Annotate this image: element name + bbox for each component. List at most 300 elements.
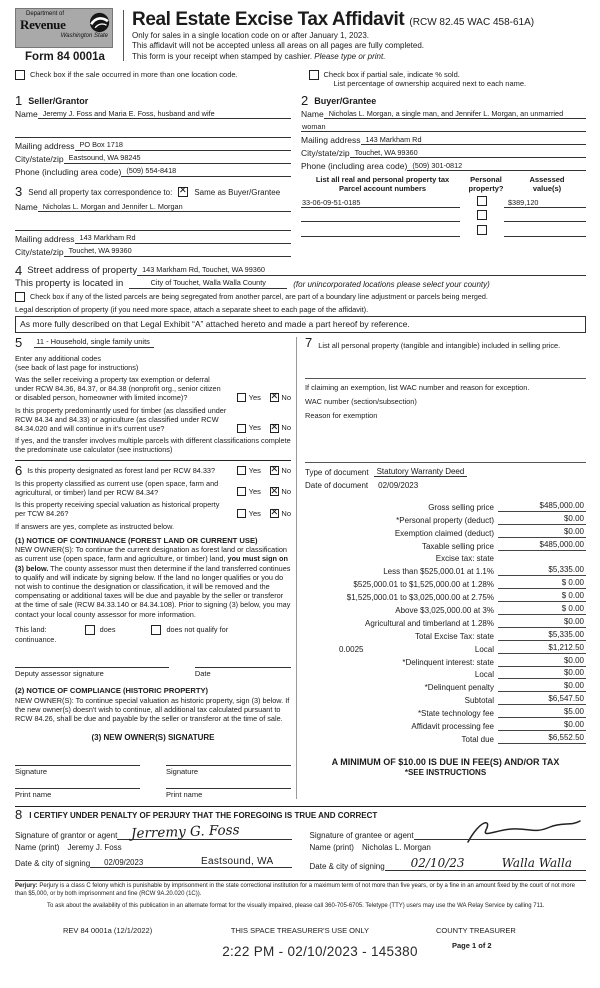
parcel-number <box>301 236 460 237</box>
segregated-label: Check box if any of the listed parcels are being segregated from another parcel, are part of a boundary line adjustment or parcels being merged. <box>30 292 488 301</box>
section-2-number: 2 <box>301 93 309 108</box>
tax-computation-table <box>305 499 586 744</box>
owner-print-label: Print name <box>15 790 52 799</box>
yes-checkbox <box>237 466 246 475</box>
dor-logo <box>15 8 113 48</box>
tax-label: Subtotal <box>464 696 494 706</box>
same-as-buyer-checkbox <box>178 187 188 197</box>
grantor-date-value: 02/09/2023 <box>104 857 144 867</box>
land-use-code: 11 - Household, single family units <box>34 337 154 348</box>
does-not-checkbox <box>151 625 161 635</box>
no-checkbox <box>270 487 279 496</box>
seller-name-line2 <box>15 127 291 138</box>
county-treasurer-label: COUNTY TREASURER <box>436 926 516 935</box>
seller-city-value: Eastsound, WA 98245 <box>64 153 291 164</box>
parcel-row <box>301 208 586 223</box>
notice-continuance-body <box>15 545 291 619</box>
multiple-location-group <box>15 70 293 88</box>
top-checkbox-row <box>15 70 586 88</box>
parcel-checkbox-cell <box>460 210 504 222</box>
no-checkbox <box>270 393 279 402</box>
tax-value: $ 0.00 <box>498 591 586 602</box>
rev-number: REV 84 0001a (12/1/2022) <box>63 926 153 935</box>
minimum-due-note: A MINIMUM OF $10.00 IS DUE IN FEE(S) AND/OR TAX <box>331 756 560 767</box>
buyer-heading-label: Buyer/Grantee <box>314 96 377 106</box>
parties-section <box>15 95 586 257</box>
parcel-col-header <box>301 175 464 193</box>
section-6 <box>15 460 291 800</box>
correspondence-name-value: Nicholas L. Morgan and Jennifer L. Morgan <box>38 202 291 213</box>
tax-label: $525,000.01 to $1,525,000.00 at 1.28% <box>353 580 494 590</box>
tax-row-total-state <box>305 628 586 641</box>
no-checkbox <box>270 466 279 475</box>
certify-row <box>15 807 586 823</box>
tax-row-personal-deduct <box>305 512 586 525</box>
yes-checkbox <box>237 393 246 402</box>
local-rate: 0.0025 <box>339 644 364 654</box>
seller-phone-row <box>15 166 291 177</box>
no-label: No <box>281 423 291 433</box>
tax-value: $6,552.50 <box>498 733 586 744</box>
yes-label: Yes <box>248 465 261 475</box>
question-text: Was the seller receiving a property tax exemption or deferral under RCW 84.36, 84.37, or 84.38 (nonprofit org., senior citizen or disabled person, homeowner with limited income)? <box>15 374 221 403</box>
predominate-use-note: If yes, and the transfer involves multiple parcels with different classifications complete the predominate use calculator (see instructions) <box>15 436 291 455</box>
correspondence-blank-line <box>15 220 291 231</box>
located-in-label: This property is located in <box>15 277 124 289</box>
perjury-paragraph <box>15 883 586 898</box>
street-address-label: Street address of property <box>27 264 138 276</box>
section-8-number: 8 <box>15 807 23 823</box>
does-not-label: does not qualify for <box>166 625 229 635</box>
tax-value: $ 0.00 <box>498 604 586 615</box>
tax-label: Total due <box>461 734 494 744</box>
tax-row-taxable <box>305 538 586 551</box>
page-content <box>15 8 586 911</box>
exemption-deferral-question <box>15 375 291 403</box>
grantee-date-line <box>385 856 586 871</box>
page-indicator: Page 1 of 2 <box>452 941 492 950</box>
partial-sale-labels <box>324 70 527 88</box>
owner-signature-label: Signature <box>15 766 48 776</box>
parcel-table-header <box>301 175 586 193</box>
correspondence-heading <box>15 183 291 199</box>
treasurer-space-label: THIS SPACE TREASURER'S USE ONLY <box>230 926 370 935</box>
buyer-city-label: City/state/zip <box>301 148 350 158</box>
question-text: Is this property predominantly used for timber (as classified under RCW 84.34 and 84.33) or agriculture (as classified under RCW 84.34.020 and will continue in it's current use? <box>15 405 227 433</box>
seller-city-label: City/state/zip <box>15 153 64 164</box>
parcel-table <box>301 175 586 237</box>
seller-column <box>15 95 291 257</box>
buyer-mailing-row <box>301 135 586 146</box>
additional-codes-line-1: Enter any additional codes <box>15 353 101 363</box>
multiple-location-label: Check box if the sale occurred in more than one location code. <box>30 70 238 79</box>
assessed-col-header-line1: Assessed <box>529 175 565 184</box>
tax-label: Local <box>474 644 494 654</box>
buyer-phone-value: (509) 301-0812 <box>407 161 586 172</box>
legal-description-label: Legal description of property (if you need more space, attach a separate sheet to each page of the affidavit). <box>15 304 369 314</box>
buyer-phone-row <box>301 161 586 172</box>
perjury-notice <box>15 880 586 911</box>
header-note-1: Only for sales in a single location code on or after January 1, 2023. <box>132 31 370 40</box>
grantee-print-row <box>310 843 587 852</box>
seller-heading <box>15 95 291 106</box>
personal-property-checkbox <box>477 196 487 206</box>
parcel-checkbox-cell <box>460 196 504 208</box>
partial-sale-checkbox <box>309 70 319 80</box>
assessed-col-header <box>508 175 586 193</box>
seller-phone-value: (509) 554-8418 <box>121 166 291 177</box>
seller-name-value: Jeremy J. Foss and Maria E. Foss, husband and wife <box>38 109 291 120</box>
owner-signature-row <box>15 754 291 776</box>
deputy-assessor-row <box>15 656 291 678</box>
no-checkbox <box>270 509 279 518</box>
tax-row-agricultural <box>305 615 586 628</box>
form-title: Real Estate Excise Tax Affidavit <box>132 9 405 30</box>
section-4-number: 4 <box>15 262 23 278</box>
tax-label: Local <box>474 670 494 680</box>
doc-type-row <box>305 467 586 478</box>
yes-label: Yes <box>248 392 261 402</box>
tax-label: Less than $525,000.01 at 1.1% <box>383 567 494 577</box>
parcel-col-header-line2: Parcel account numbers <box>338 184 427 193</box>
logo-dept-text: Department of <box>26 11 65 17</box>
yes-no-group <box>237 509 291 519</box>
parcel-row <box>301 193 586 208</box>
tax-value: $6,547.50 <box>498 694 586 705</box>
grantor-print-row <box>15 843 292 852</box>
treasurer-stamp: 2:22 PM - 02/10/2023 - 145380 <box>222 944 418 959</box>
personal-col-header-line2: property? <box>468 184 504 193</box>
yes-checkbox <box>237 424 246 433</box>
no-label: No <box>281 465 291 475</box>
personal-property-checkbox <box>477 225 487 235</box>
yes-label: Yes <box>248 508 261 518</box>
tax-row-gross <box>305 499 586 512</box>
section-1-number: 1 <box>15 93 23 108</box>
seller-name-label: Name <box>15 109 38 119</box>
tax-value: $0.00 <box>498 681 586 692</box>
header-note-3-text: This form is your receipt when stamped by cashier. <box>132 51 315 61</box>
partial-sale-label-2: List percentage of ownership acquired next to each name. <box>333 79 527 88</box>
owner-print-line <box>166 780 291 789</box>
buyer-city-row <box>301 148 586 159</box>
tax-label: Above $3,025,000.00 at 3% <box>395 606 494 616</box>
deputy-signature-cell <box>15 656 169 678</box>
seller-mailing-row <box>15 140 291 151</box>
no-checkbox <box>270 424 279 433</box>
owner-signature-cell-1 <box>15 754 140 776</box>
doc-date-row <box>305 481 586 490</box>
historical-valuation-question <box>15 500 291 518</box>
same-as-buyer-label: Same as Buyer/Grantee <box>194 187 281 197</box>
signature-blocks <box>15 822 586 871</box>
section-5-number: 5 <box>15 334 23 350</box>
spacer <box>305 420 586 462</box>
buyer-column <box>301 95 586 257</box>
spacer <box>305 350 586 378</box>
forest-land-question <box>15 462 291 478</box>
yes-no-group <box>237 487 291 497</box>
tax-row-delinquent-penalty <box>305 679 586 692</box>
no-label: No <box>281 487 291 497</box>
parcel-number: 33-06-09-51-0185 <box>301 198 460 208</box>
tax-value <box>498 553 586 563</box>
correspondence-city-row <box>15 246 291 257</box>
reason-exemption-label: Reason for exemption <box>305 410 378 420</box>
multiple-location-checkbox <box>15 70 25 80</box>
grantee-signature-row <box>310 826 587 840</box>
correspondence-label: Send all property tax correspondence to: <box>28 187 173 197</box>
segregated-checkbox <box>15 292 25 302</box>
assessed-value <box>504 236 586 237</box>
owner-print-label: Print name <box>166 790 203 799</box>
owner-print-cell-1 <box>15 780 140 799</box>
grantee-date-script: 02/10/23 <box>410 855 465 870</box>
yes-label: Yes <box>248 487 261 497</box>
yes-no-group <box>237 423 291 433</box>
tax-value: $0.00 <box>498 668 586 679</box>
doc-date-value: 02/09/2023 <box>378 481 419 490</box>
form-title-rcw: (RCW 82.45 WAC 458-61A) <box>409 17 535 28</box>
located-in-value: City of Touchet, Walla Walla County <box>129 278 287 289</box>
header-right <box>132 8 586 63</box>
grantor-city-value: Eastsound, WA <box>201 855 274 867</box>
buyer-heading <box>301 95 586 106</box>
seller-city-row <box>15 153 291 164</box>
doc-type-label: Type of document <box>305 468 369 477</box>
tax-value: $5.00 <box>498 707 586 718</box>
buyer-name-value-2: woman <box>301 122 586 133</box>
tax-row-delinquent-interest-local <box>305 667 586 680</box>
logo-revenue-text: Revenue <box>20 17 66 32</box>
perjury-label: Perjury: <box>15 883 38 890</box>
assessed-col-header-line2: value(s) <box>532 184 562 193</box>
buyer-phone-label: Phone (including area code) <box>301 161 408 171</box>
owner-signature-cell-2 <box>166 754 291 776</box>
header-note-2: This affidavit will not be accepted unless all areas on all pages are fully completed. <box>132 41 425 51</box>
revenue-swirl-icon <box>89 12 110 33</box>
yes-checkbox <box>237 509 246 518</box>
land-qualify-row <box>15 625 291 635</box>
tax-row-tier1 <box>305 563 586 576</box>
grantor-print-name: Jeremy J. Foss <box>67 843 122 853</box>
timber-agriculture-question <box>15 406 291 434</box>
tax-row-local <box>305 641 586 654</box>
use-classification-column <box>15 334 291 800</box>
header-left <box>15 8 123 63</box>
buyer-mailing-value: 143 Markham Rd <box>361 135 586 146</box>
tax-label: $1,525,000.01 to $3,025,000.00 at 2.75% <box>346 593 494 603</box>
notice-body-pre: NEW OWNER(S): To continue the current designation as forest land or classification as current use (open space, farm and agriculture, or timber) land, <box>15 545 287 564</box>
parcel-number <box>301 221 460 222</box>
seller-name-row <box>15 109 291 120</box>
grantor-signature-line <box>117 821 291 842</box>
correspondence-name-label: Name <box>15 202 38 212</box>
yes-no-group <box>237 393 291 403</box>
grantee-print-label: Name (print) <box>309 843 354 853</box>
tax-row-subtotal <box>305 692 586 705</box>
tax-column <box>296 334 586 800</box>
grantor-signature-label: Signature of grantor or agent <box>15 830 118 840</box>
grantor-date-row <box>15 856 292 868</box>
located-in-note: (for unincorporated locations please select your county) <box>293 279 490 289</box>
yes-checkbox <box>237 487 246 496</box>
owner-signature-line <box>15 754 140 766</box>
segregated-checkbox-row <box>15 292 586 302</box>
assessed-value: $389,120 <box>504 198 586 208</box>
grantor-date-line <box>90 856 291 868</box>
notice-compliance-body: NEW OWNER(S): To continue special valuation as historic property, sign (3) below. If the new owner(s) doesn't wish to continue, all additional tax calculated pursuant to RCW 84.26, shall be due and payable by the seller or transferor at the time of sale. <box>15 695 290 724</box>
grantor-print-label: Name (print) <box>15 843 60 853</box>
owner-print-cell-2 <box>166 780 291 799</box>
tax-row-tier3 <box>305 589 586 602</box>
owner-print-row <box>15 780 291 799</box>
grantee-city-script: Walla Walla <box>501 855 572 870</box>
deputy-signature-line <box>15 656 169 668</box>
tax-row-excise-state <box>305 551 586 564</box>
header-note-3-italic: Please type or print. <box>314 51 386 61</box>
correspondence-city-label: City/state/zip <box>15 246 64 257</box>
buyer-mailing-label: Mailing address <box>301 135 361 145</box>
seller-name-blank-line <box>15 127 291 138</box>
question-text-group <box>15 462 235 478</box>
grantee-signature-line <box>414 826 586 840</box>
deputy-date-cell <box>195 656 291 678</box>
tax-value: $0.00 <box>498 514 586 525</box>
tax-value: $0.00 <box>498 656 586 667</box>
seller-mailing-value: PO Box 1718 <box>75 140 291 151</box>
tax-label: Excise tax: state <box>435 554 494 564</box>
grantee-print-name: Nicholas L. Morgan <box>361 843 431 853</box>
tax-value: $485,000.00 <box>498 501 586 512</box>
buyer-city-value: Touchet, WA 99360 <box>350 148 586 159</box>
tax-value: $ 0.00 <box>498 578 586 589</box>
deputy-date-label: Date <box>194 669 211 679</box>
doc-type-value: Statutory Warranty Deed <box>374 467 468 478</box>
street-address-value: 143 Markham Rd, Touchet, WA 99360 <box>137 265 586 276</box>
tax-label: *Personal property (deduct) <box>396 515 494 525</box>
tax-row-tier2 <box>305 576 586 589</box>
notice-body-bold: you must sign on (3) below. <box>15 554 288 573</box>
certification-section <box>15 806 586 871</box>
continuance-label: continuance. <box>15 634 57 644</box>
section-6-number: 6 <box>15 462 23 478</box>
tax-label: Affidavit processing fee <box>411 722 494 732</box>
tax-label: Total Excise Tax: state <box>415 631 494 641</box>
deputy-signature-label: Deputy assessor signature <box>15 669 104 679</box>
correspondence-mailing-value: 143 Markham Rd <box>75 233 291 244</box>
grantor-signature-block <box>15 822 292 871</box>
tax-label: *Delinquent interest: state <box>402 657 494 667</box>
question-text: Is this property designated as forest land per RCW 84.33? <box>27 466 216 476</box>
tax-row-total-due <box>305 731 586 744</box>
grantee-signature-block <box>310 822 587 871</box>
logo-state-text: Washington State <box>60 33 108 39</box>
column-gap <box>291 95 301 257</box>
correspondence-name-row <box>15 202 291 213</box>
header-divider <box>123 10 124 61</box>
personal-col-header-line1: Personal <box>470 175 502 184</box>
section-5-heading <box>15 334 291 350</box>
grantor-signature-row <box>15 821 292 842</box>
grantor-date-label: Date & city of signing <box>15 858 91 868</box>
question-text: Is this property receiving special valuation as historical property per TCW 84.26? <box>15 499 220 519</box>
seller-mailing-label: Mailing address <box>15 140 75 151</box>
yes-label: Yes <box>248 423 261 433</box>
tax-label-pair <box>305 645 494 654</box>
does-label: does <box>99 625 116 635</box>
exemption-note: If claiming an exemption, list WAC number and reason for exception. <box>305 382 530 392</box>
tax-value: $0.00 <box>498 527 586 538</box>
doc-date-label: Date of document <box>305 481 369 490</box>
deputy-date-line <box>195 656 291 668</box>
tax-value: $0.00 <box>498 720 586 731</box>
correspondence-city-value: Touchet, WA 99360 <box>64 246 291 257</box>
correspondence-mailing-row <box>15 233 291 244</box>
owner-print-line <box>15 780 140 789</box>
section-7-heading <box>305 334 586 350</box>
perjury-body: Perjury is a class C felony which is punishable by imprisonment in the state correctional institution for a maximum term of not more than five years, or by a fine in an amount fixed by the court of not more than $5,000, or by both imprisonment and fine (RCW 9A.20.020 (1C)). <box>15 883 575 897</box>
located-in-row <box>15 278 586 289</box>
personal-property-col-header <box>464 175 508 193</box>
personal-property-intro: List all personal property (tangible and intangible) included in selling price. <box>318 340 561 350</box>
wac-number-label: WAC number (section/subsection) <box>305 396 417 406</box>
section-7-number: 7 <box>305 334 313 350</box>
see-instructions-note: *SEE INSTRUCTIONS <box>404 767 487 777</box>
tax-row-exemption-deduct <box>305 525 586 538</box>
partial-sale-group <box>309 70 587 88</box>
tax-label: Taxable selling price <box>421 541 494 551</box>
form-number: Form 84 0001a <box>25 51 105 63</box>
buyer-name-value: Nicholas L. Morgan, a single man, and Jennifer L. Morgan, an unmarried <box>324 109 586 120</box>
does-checkbox <box>85 625 95 635</box>
owner-signature-line <box>166 754 291 766</box>
assessed-value <box>504 221 586 222</box>
notice-body-post: The county assessor must then determine if the land transferred continues to qualify and will indicate by signing below. If the land no longer qualifies or you do not wish to continue the designation or classification, it will be removed and the compensating or additional taxes will be due and payable by the seller or transferor at the time of sale (RCW 84.33.140 or 84.34.108). Prior to signing (3) below, you may contact your local county assessor for more information. <box>15 563 291 619</box>
this-land-label: This land: <box>15 625 47 635</box>
parcel-row <box>301 222 586 237</box>
notice-continuance-title: (1) NOTICE OF CONTINUANCE (FOREST LAND OR CURRENT USE) <box>15 535 258 545</box>
correspondence-name-line2 <box>15 220 291 231</box>
correspondence-mailing-label: Mailing address <box>15 233 75 244</box>
certify-statement: I CERTIFY UNDER PENALTY OF PERJURY THAT THE FOREGOING IS TRUE AND CORRECT <box>29 811 378 821</box>
no-label: No <box>281 392 291 402</box>
tax-label: *Delinquent penalty <box>424 683 494 693</box>
header <box>15 8 586 63</box>
if-yes-note: If answers are yes, complete as instructed below. <box>15 522 174 532</box>
grantee-signature-label: Signature of grantee or agent <box>309 830 414 840</box>
divider-line <box>305 378 586 379</box>
tax-row-delinquent-interest-state <box>305 654 586 667</box>
tax-row-tier4 <box>305 602 586 615</box>
grantee-date-row <box>310 856 587 871</box>
question-text: Is this property classified as current use (open space, farm and agricultural, or timber) land per RCW 84.34? <box>15 478 219 497</box>
tax-value: $5,335.00 <box>498 630 586 641</box>
main-columns <box>15 334 586 800</box>
current-use-question <box>15 479 291 497</box>
yes-no-group <box>237 466 291 476</box>
additional-codes-line-2: (see back of last page for instructions) <box>15 362 139 372</box>
tax-label: Gross selling price <box>428 502 494 512</box>
street-address-row <box>15 262 586 278</box>
parcel-checkbox-cell <box>460 225 504 237</box>
tax-label: Exemption claimed (deduct) <box>394 528 494 538</box>
property-section <box>15 262 586 333</box>
tax-row-processing-fee <box>305 718 586 731</box>
notice-compliance-title: (2) NOTICE OF COMPLIANCE (HISTORIC PROPERTY) <box>15 686 209 696</box>
tax-value: $485,000.00 <box>498 540 586 551</box>
tax-label: *State technology fee <box>417 709 494 719</box>
